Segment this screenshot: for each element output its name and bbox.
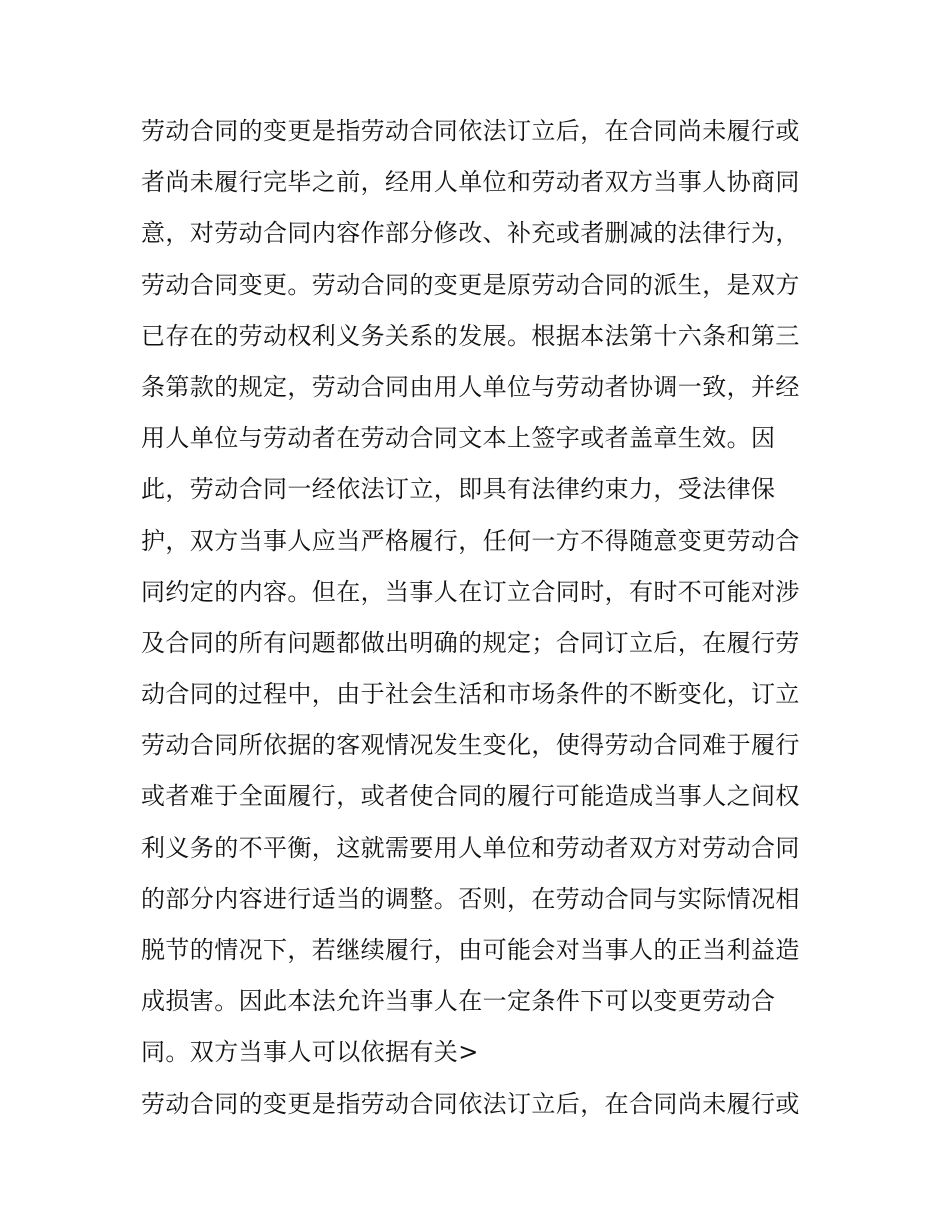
document-body bbox=[141, 106, 821, 1130]
text-line: 同约定的内容。但在，当事人在订立合同时，有时不可能对涉 bbox=[141, 577, 800, 606]
text-line: 者尚未履行完毕之前，经用人单位和劳动者双方当事人协商同 bbox=[141, 168, 800, 197]
text-line: 已存在的劳动权利义务关系的发展。根据本法第十六条和第三 bbox=[141, 321, 800, 350]
text-line: 劳动合同所依据的客观情况发生变化，使得劳动合同难于履行 bbox=[141, 731, 800, 760]
text-line: 同。双方当事人可以依据有关> bbox=[141, 1038, 479, 1067]
text-line: 利义务的不平衡，这就需要用人单位和劳动者双方对劳动合同 bbox=[141, 833, 800, 862]
text-line: 成损害。因此本法允许当事人在一定条件下可以变更劳动合 bbox=[141, 987, 776, 1016]
text-line: 及合同的所有问题都做出明确的规定；合同订立后，在履行劳 bbox=[141, 628, 800, 657]
text-line: 劳动合同变更。劳动合同的变更是原劳动合同的派生，是双方 bbox=[141, 270, 800, 299]
text-line: 劳动合同的变更是指劳动合同依法订立后，在合同尚未履行或 bbox=[141, 1089, 800, 1118]
text-line: 护，双方当事人应当严格履行，任何一方不得随意变更劳动合 bbox=[141, 526, 800, 555]
text-line: 的部分内容进行适当的调整。否则，在劳动合同与实际情况相 bbox=[141, 884, 800, 913]
text-line: 此，劳动合同一经依法订立，即具有法律约束力，受法律保 bbox=[141, 475, 776, 504]
text-line: 劳动合同的变更是指劳动合同依法订立后，在合同尚未履行或 bbox=[141, 117, 800, 145]
text-line: 条第款的规定，劳动合同由用人单位与劳动者协调一致，并经 bbox=[141, 372, 800, 401]
text-line: 意，对劳动合同内容作部分修改、补充或者删减的法律行为， bbox=[141, 219, 800, 248]
text-line: 或者难于全面履行，或者使合同的履行可能造成当事人之间权 bbox=[141, 782, 800, 811]
text-line: 脱节的情况下，若继续履行，由可能会对当事人的正当利益造 bbox=[141, 936, 800, 964]
text-line: 用人单位与劳动者在劳动合同文本上签字或者盖章生效。因 bbox=[141, 424, 776, 453]
text-line: 动合同的过程中，由于社会生活和市场条件的不断变化，订立 bbox=[141, 680, 800, 709]
